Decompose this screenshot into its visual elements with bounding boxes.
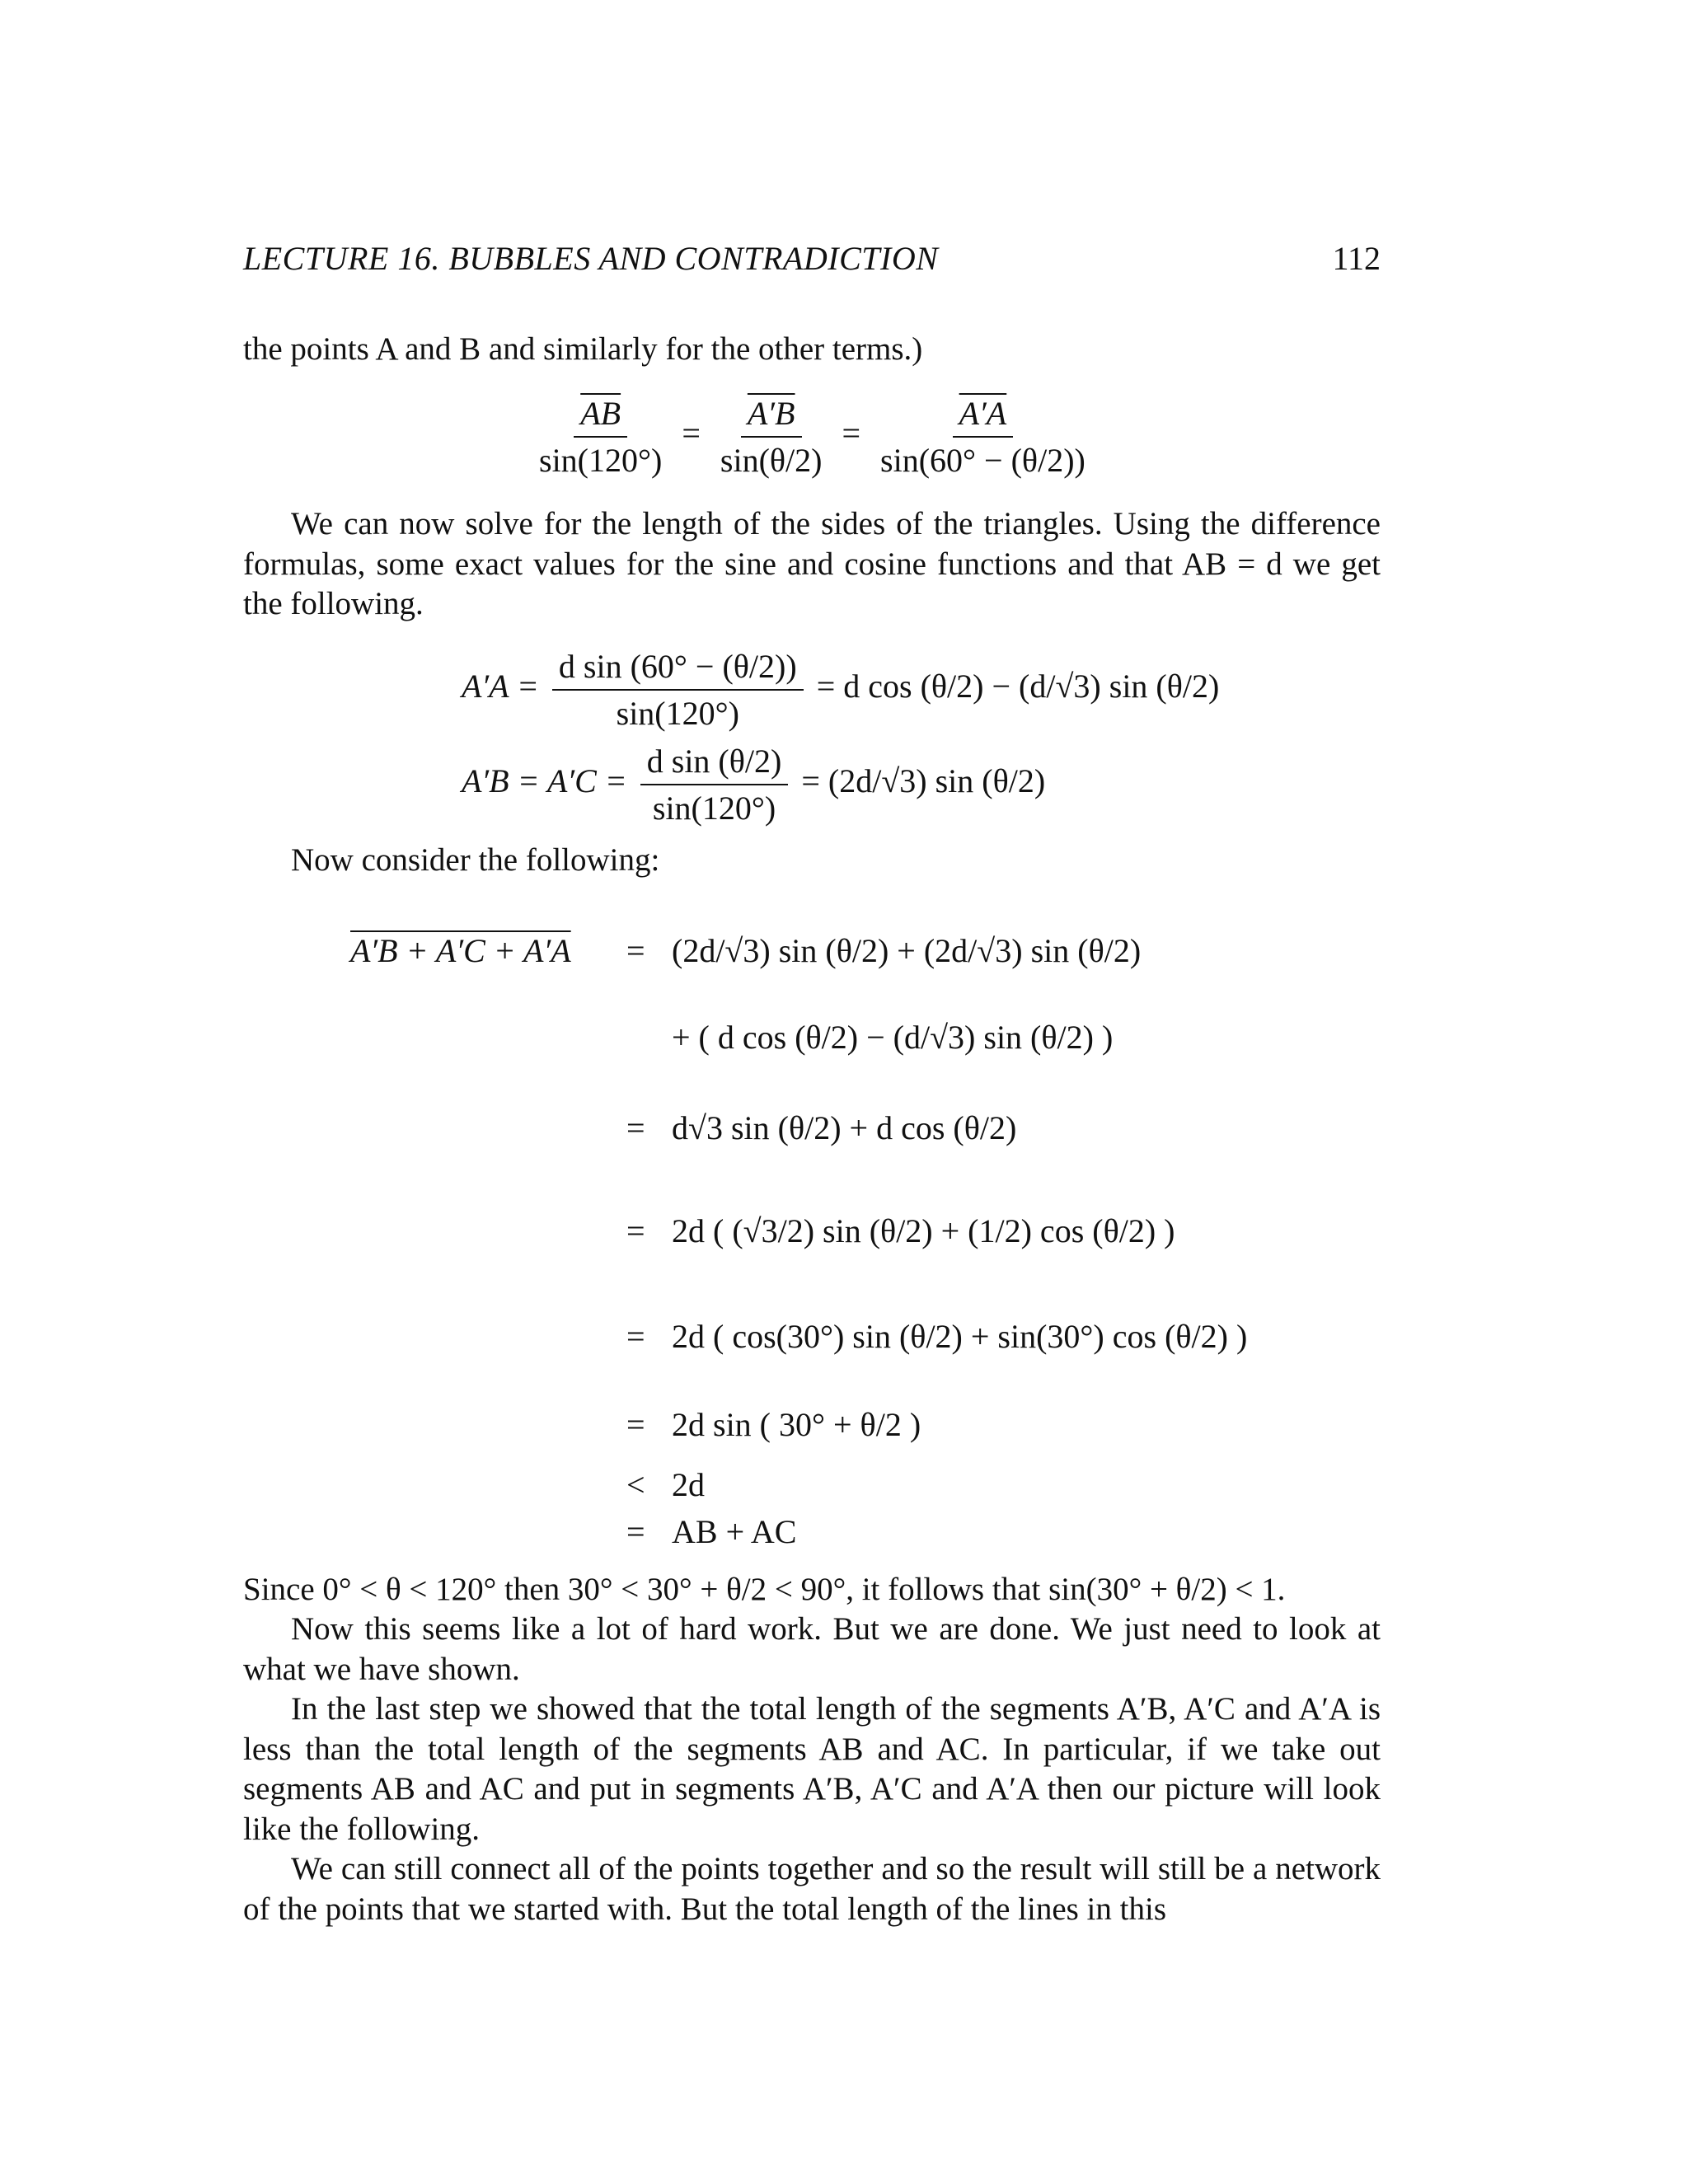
inequality-chain [0,915,1688,1549]
chain-lhs: A′B + A′C + A′A [350,932,571,969]
relation-2: = [626,1109,645,1146]
chain-row-7: AB + AC [672,1513,797,1550]
paragraph-solve-sides: We can now solve for the length of the sides of the triangles. Using the difference formulas, some exact values for the sine and cosine functions and that AB = d we get the following. [243,506,1381,621]
paragraph-since: Since 0° < θ < 120° then 30° < 30° + θ/2 < 90°, it follows that sin(30° + θ/2) < 1. [243,1572,1286,1607]
paragraph-continuation: the points A and B and similarly for the other terms.) [243,331,923,367]
paragraph-last-step: In the last step we showed that the total length of the segments A′B, A′C and A′A is less than the total length of the segments AB and AC. In particular, if we take out segments AB and AC and put in segments A′B, A′C and A′A then our picture will look like the following. [243,1691,1381,1847]
ratio-a-prime-a: $\frac{A'A}{\sin(60^\circ - (\theta/2))}$ [880,395,1085,479]
page-number: 112 [1332,240,1381,277]
paragraph-network: We can still connect all of the points together and so the result will still be a network of the points that we started with. But the total length of the lines in this [243,1851,1381,1927]
relation-4: = [626,1318,645,1355]
chain-row-4: 2d ( cos(30°) sin (θ/2) + sin(30°) cos (θ/2) ) [672,1318,1248,1355]
equation-a-prime-b: A′B = A′C = $\frac{\text{d sin (θ/2)}}{\sin(120^\circ)}$ = (2d/√3) sin (θ/2) [462,743,1046,827]
ratio-ab: $\frac{\overline{AB}}{\sin(120^\circ)}$ [539,395,663,479]
relation-7: = [626,1513,645,1550]
chain-row-5: 2d sin ( 30° + θ/2 ) [672,1406,921,1443]
chain-row-0: (2d/√3) sin (θ/2) + (2d/√3) sin (θ/2) [672,932,1142,969]
relation-3: = [626,1212,645,1249]
relation-0: = [626,932,645,969]
page-header [243,239,1381,288]
equation-a-prime-a: A′A = $\frac{\text{d sin (60° − (θ/2))}}{\sin(120^\circ)}$ = d cos (θ/2) − (d/√3) sin (θ/2) [462,648,1220,732]
chain-row-2: d√3 sin (θ/2) + d cos (θ/2) [672,1109,1017,1146]
relation-5: = [626,1406,645,1443]
chain-row-6: 2d [672,1466,705,1503]
paragraph-consider: Now consider the following: [291,842,660,878]
chain-row-3: 2d ( (√3/2) sin (θ/2) + (1/2) cos (θ/2) ) [672,1212,1175,1249]
relation-6: < [626,1466,645,1503]
chain-row-1: + ( d cos (θ/2) − (d/√3) sin (θ/2) ) [672,1019,1114,1056]
running-head: LECTURE 16. BUBBLES AND CONTRADICTION [243,240,939,277]
side-length-equations [0,647,1688,837]
ratio-a-prime-b: $\frac{A'B}{\sin(\theta/2)}$ [720,395,823,479]
paragraph-hard-work: Now this seems like a lot of hard work. But we are done. We just need to look at what we have shown. [243,1611,1381,1687]
law-of-sines-equation: $\frac{\overline{AB}}{\sin(120^\circ)}$ = $\frac{A'B}{\sin(\theta/2)}$ = $\frac{A'A}{\sin(60^\circ - (\theta/2))}$ [0,394,1688,485]
